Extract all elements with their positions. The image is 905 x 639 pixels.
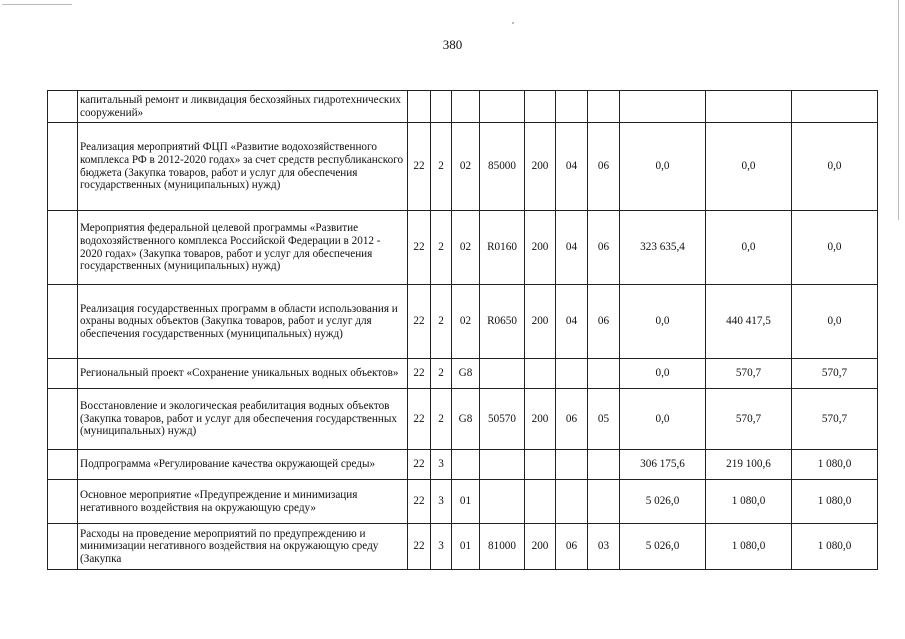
- amount-year-2: 1 080,0: [706, 480, 792, 524]
- code-gp: 22: [408, 211, 431, 285]
- code-subsection: [588, 450, 620, 480]
- row-name: Восстановление и экологическая реабилитация водных объектов (Закупка товаров, работ и услуг для обеспечения государственных (муниципальных) нужд): [78, 389, 408, 450]
- amount-year-2: 570,7: [706, 359, 792, 389]
- amount-year-1: 0,0: [620, 285, 706, 359]
- code-main-event: 02: [452, 211, 480, 285]
- code-gp: 22: [408, 450, 431, 480]
- code-subsection: [588, 480, 620, 524]
- amount-year-3: 570,7: [792, 359, 878, 389]
- row-name: Реализация мероприятий ФЦП «Развитие водохозяйственного комплекса РФ в 2012-2020 годах» за счет средств республиканского бюджета (Закупка товаров, работ и услуг для обеспечения государственных (муниципальных) нужд): [78, 123, 408, 211]
- amount-year-3: [792, 91, 878, 123]
- amount-year-1: 0,0: [620, 123, 706, 211]
- budget-table: [47, 90, 878, 570]
- amount-year-3: 1 080,0: [792, 450, 878, 480]
- index-cell: [48, 359, 78, 389]
- code-section: 04: [556, 285, 588, 359]
- row-name: Региональный проект «Сохранение уникальных водных объектов»: [78, 359, 408, 389]
- code-section: 04: [556, 211, 588, 285]
- code-gp: 22: [408, 524, 431, 570]
- code-expense-type: 200: [525, 285, 556, 359]
- code-expense-type: [525, 91, 556, 123]
- amount-year-2: 570,7: [706, 389, 792, 450]
- code-gp: 22: [408, 389, 431, 450]
- code-subprogram: 3: [431, 480, 452, 524]
- code-subsection: 05: [588, 389, 620, 450]
- table-row: [48, 285, 878, 359]
- amount-year-1: 0,0: [620, 359, 706, 389]
- code-expense-type: [525, 359, 556, 389]
- code-direction: R0160: [480, 211, 525, 285]
- code-section: [556, 480, 588, 524]
- code-main-event: G8: [452, 359, 480, 389]
- code-main-event: 01: [452, 480, 480, 524]
- scan-mark-top-right: [512, 22, 514, 24]
- code-expense-type: [525, 450, 556, 480]
- code-subprogram: 3: [431, 524, 452, 570]
- amount-year-3: 570,7: [792, 389, 878, 450]
- code-gp: 22: [408, 480, 431, 524]
- code-subsection: 06: [588, 211, 620, 285]
- code-direction: [480, 359, 525, 389]
- amount-year-2: 0,0: [706, 211, 792, 285]
- page-number: 380: [442, 37, 463, 52]
- code-expense-type: 200: [525, 389, 556, 450]
- amount-year-1: 5 026,0: [620, 524, 706, 570]
- table-row: [48, 524, 878, 570]
- row-name: капитальный ремонт и ликвидация бесхозяйных гидротехнических сооружений»: [78, 91, 408, 123]
- table-body: [48, 91, 878, 570]
- amount-year-2: 440 417,5: [706, 285, 792, 359]
- code-subsection: 03: [588, 524, 620, 570]
- code-subprogram: 2: [431, 285, 452, 359]
- index-cell: [48, 524, 78, 570]
- amount-year-1: 306 175,6: [620, 450, 706, 480]
- table-row: [48, 389, 878, 450]
- code-main-event: G8: [452, 389, 480, 450]
- amount-year-2: 1 080,0: [706, 524, 792, 570]
- code-section: 06: [556, 524, 588, 570]
- code-direction: 50570: [480, 389, 525, 450]
- amount-year-1: 5 026,0: [620, 480, 706, 524]
- table-row: [48, 91, 878, 123]
- code-subprogram: 2: [431, 389, 452, 450]
- index-cell: [48, 285, 78, 359]
- code-expense-type: [525, 480, 556, 524]
- table-row: [48, 450, 878, 480]
- amount-year-3: 1 080,0: [792, 480, 878, 524]
- code-main-event: 02: [452, 123, 480, 211]
- row-name: Подпрограмма «Регулирование качества окружающей среды»: [78, 450, 408, 480]
- scan-mark-top-left: [2, 4, 72, 5]
- code-direction: [480, 91, 525, 123]
- code-subprogram: 2: [431, 211, 452, 285]
- amount-year-3: 0,0: [792, 285, 878, 359]
- row-name: Расходы на проведение мероприятий по предупреждению и минимизации негативного воздействия на окружающую среду (Закупка: [78, 524, 408, 570]
- table-row: [48, 123, 878, 211]
- code-expense-type: 200: [525, 123, 556, 211]
- index-cell: [48, 211, 78, 285]
- code-gp: 22: [408, 123, 431, 211]
- code-subprogram: 2: [431, 123, 452, 211]
- code-section: 06: [556, 389, 588, 450]
- code-subprogram: 3: [431, 450, 452, 480]
- code-subprogram: [431, 91, 452, 123]
- row-name: Мероприятия федеральной целевой программы «Развитие водохозяйственного комплекса Российской Федерации в 2012 - 2020 годах» (Закупка товаров, работ и услуг для обеспечения государственных (муниципальных) нужд): [78, 211, 408, 285]
- index-cell: [48, 91, 78, 123]
- index-cell: [48, 450, 78, 480]
- code-subsection: [588, 359, 620, 389]
- table-row: [48, 211, 878, 285]
- amount-year-2: 219 100,6: [706, 450, 792, 480]
- scan-mark-right-edge: [898, 0, 899, 220]
- code-main-event: [452, 91, 480, 123]
- table-row: [48, 480, 878, 524]
- row-name: Основное мероприятие «Предупреждение и минимизация негативного воздействия на окружающую среду»: [78, 480, 408, 524]
- code-direction: [480, 480, 525, 524]
- code-section: 04: [556, 123, 588, 211]
- amount-year-1: [620, 91, 706, 123]
- code-direction: 81000: [480, 524, 525, 570]
- code-main-event: [452, 450, 480, 480]
- code-section: [556, 359, 588, 389]
- code-expense-type: 200: [525, 211, 556, 285]
- index-cell: [48, 123, 78, 211]
- amount-year-3: 0,0: [792, 211, 878, 285]
- amount-year-1: 0,0: [620, 389, 706, 450]
- code-section: [556, 91, 588, 123]
- amount-year-3: 0,0: [792, 123, 878, 211]
- code-gp: 22: [408, 285, 431, 359]
- code-direction: R0650: [480, 285, 525, 359]
- code-subsection: [588, 91, 620, 123]
- amount-year-3: 1 080,0: [792, 524, 878, 570]
- index-cell: [48, 389, 78, 450]
- code-subprogram: 2: [431, 359, 452, 389]
- code-direction: 85000: [480, 123, 525, 211]
- code-expense-type: 200: [525, 524, 556, 570]
- code-section: [556, 450, 588, 480]
- index-cell: [48, 480, 78, 524]
- code-direction: [480, 450, 525, 480]
- code-subsection: 06: [588, 123, 620, 211]
- table-row: [48, 359, 878, 389]
- row-name: Реализация государственных программ в области использования и охраны водных объектов (Закупка товаров, работ и услуг для обеспечения государственных (муниципальных) нужд): [78, 285, 408, 359]
- code-gp: [408, 91, 431, 123]
- amount-year-1: 323 635,4: [620, 211, 706, 285]
- code-gp: 22: [408, 359, 431, 389]
- code-subsection: 06: [588, 285, 620, 359]
- code-main-event: 02: [452, 285, 480, 359]
- amount-year-2: [706, 91, 792, 123]
- code-main-event: 01: [452, 524, 480, 570]
- amount-year-2: 0,0: [706, 123, 792, 211]
